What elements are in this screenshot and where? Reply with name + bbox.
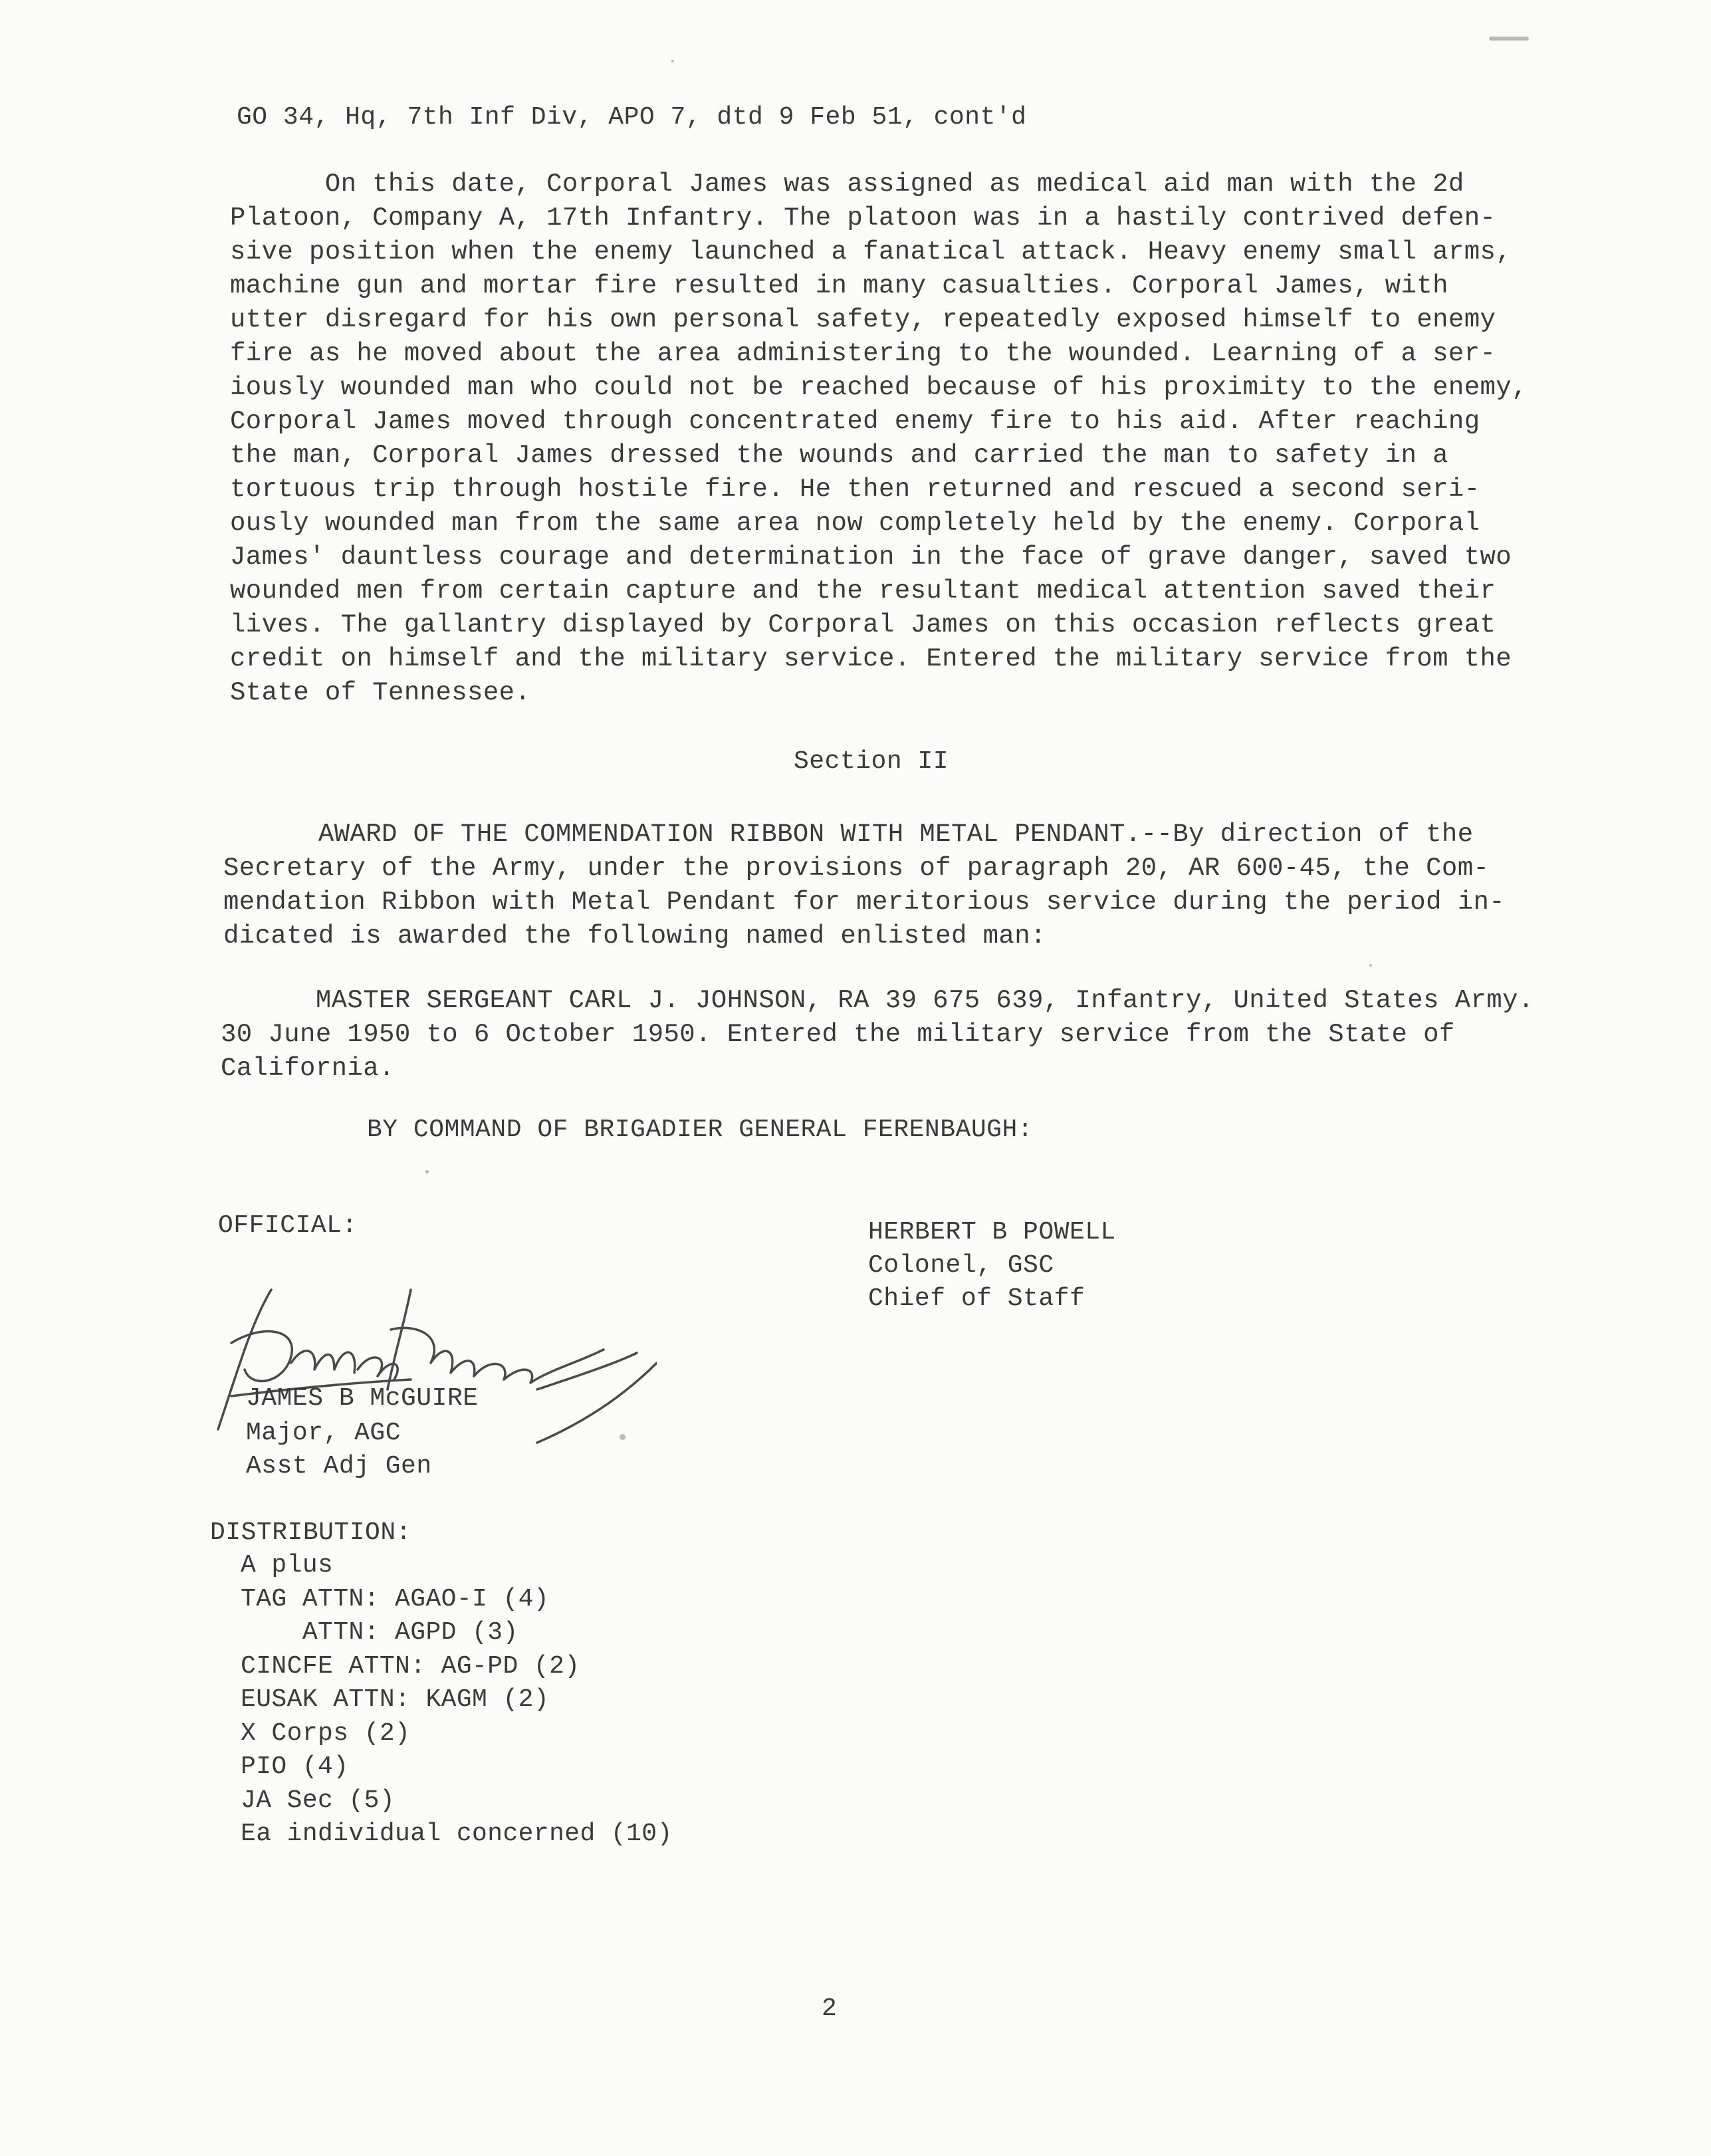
paragraph-line: mendation Ribbon with Metal Pendant for meritorious service during the period in- [223, 888, 1506, 917]
paragraph-line: iously wounded man who could not be reached because of his proximity to the enemy, [230, 373, 1528, 402]
official-label: OFFICIAL: [218, 1211, 358, 1240]
citation-paragraph [230, 168, 1528, 710]
paragraph-line: utter disregard for his own personal safety, repeatedly exposed himself to enemy [230, 305, 1496, 334]
paragraph-line: MASTER SERGEANT CARL J. JOHNSON, RA 39 675 639, Infantry, United States Army. [221, 986, 1534, 1015]
signer-right-title: Chief of Staff [868, 1284, 1085, 1313]
paragraph-line: tortuous trip through hostile fire. He then returned and rescued a second seri- [230, 475, 1480, 504]
paragraph-line: ously wounded man from the same area now completely held by the enemy. Corporal [230, 509, 1480, 538]
signer-right-name: HERBERT B POWELL [868, 1218, 1116, 1247]
signer-right-rank: Colonel, GSC [868, 1251, 1054, 1280]
section-title: Section II [794, 747, 949, 776]
paragraph-line: credit on himself and the military service. Entered the military service from the [230, 644, 1512, 673]
paragraph-line: Secretary of the Army, under the provisions of paragraph 20, AR 600-45, the Com- [223, 854, 1490, 883]
command-line: BY COMMAND OF BRIGADIER GENERAL FERENBAUGH: [367, 1116, 1034, 1144]
scan-speck [1369, 964, 1372, 967]
distribution-item: Ea individual concerned (10) [241, 1820, 673, 1848]
paragraph-line: Platoon, Company A, 17th Infantry. The platoon was in a hastily contrived defen- [230, 203, 1496, 233]
distribution-item: CINCFE ATTN: AG-PD (2) [241, 1651, 580, 1681]
page-number: 2 [822, 1994, 838, 2023]
paragraph-line: Corporal James moved through concentrated enemy fire to his aid. After reaching [230, 407, 1480, 436]
paragraph-line: machine gun and mortar fire resulted in many casualties. Corporal James, with [230, 271, 1448, 300]
paragraph-line: On this date, Corporal James was assigned as medical aid man with the 2d [230, 170, 1464, 199]
scan-speck [1489, 37, 1529, 41]
paragraph-line: AWARD OF THE COMMENDATION RIBBON WITH METAL PENDANT.--By direction of the [223, 820, 1474, 849]
award-paragraph [223, 818, 1505, 953]
paragraph-line: the man, Corporal James dressed the wounds and carried the man to safety in a [230, 441, 1448, 470]
document-header: GO 34, Hq, 7th Inf Div, APO 7, dtd 9 Feb 51, cont'd [237, 103, 1027, 132]
signer-left-name: JAMES B McGUIRE [246, 1384, 479, 1413]
distribution-list [241, 1549, 673, 1852]
signer-left-rank: Major, AGC [246, 1419, 401, 1447]
scan-speck [671, 60, 674, 62]
paragraph-line: dicated is awarded the following named enlisted man: [223, 921, 1046, 951]
distribution-item: ATTN: AGPD (3) [241, 1618, 518, 1647]
paragraph-line: fire as he moved about the area administering to the wounded. Learning of a ser- [230, 339, 1496, 368]
distribution-item: A plus [241, 1551, 334, 1580]
paragraph-line: James' dauntless courage and determination in the face of grave danger, saved two [230, 542, 1512, 572]
recipient-paragraph [221, 984, 1534, 1086]
distribution-item: PIO (4) [241, 1752, 349, 1781]
distribution-item: TAG ATTN: AGAO-I (4) [241, 1584, 550, 1614]
distribution-label: DISTRIBUTION: [210, 1518, 411, 1547]
paragraph-line: California. [221, 1054, 395, 1083]
paragraph-line: 30 June 1950 to 6 October 1950. Entered the military service from the State of [221, 1020, 1455, 1049]
scan-speck [425, 1170, 429, 1173]
distribution-item: JA Sec (5) [241, 1786, 396, 1815]
distribution-item: X Corps (2) [241, 1719, 411, 1748]
signer-left-title: Asst Adj Gen [246, 1452, 432, 1481]
paragraph-line: wounded men from certain capture and the resultant medical attention saved their [230, 576, 1496, 606]
distribution-item: EUSAK ATTN: KAGM (2) [241, 1685, 550, 1714]
paragraph-line: lives. The gallantry displayed by Corporal James on this occasion reflects great [230, 610, 1496, 640]
paragraph-line: State of Tennessee. [230, 678, 531, 707]
scan-speck [620, 1434, 626, 1440]
paragraph-line: sive position when the enemy launched a fanatical attack. Heavy enemy small arms, [230, 237, 1512, 267]
